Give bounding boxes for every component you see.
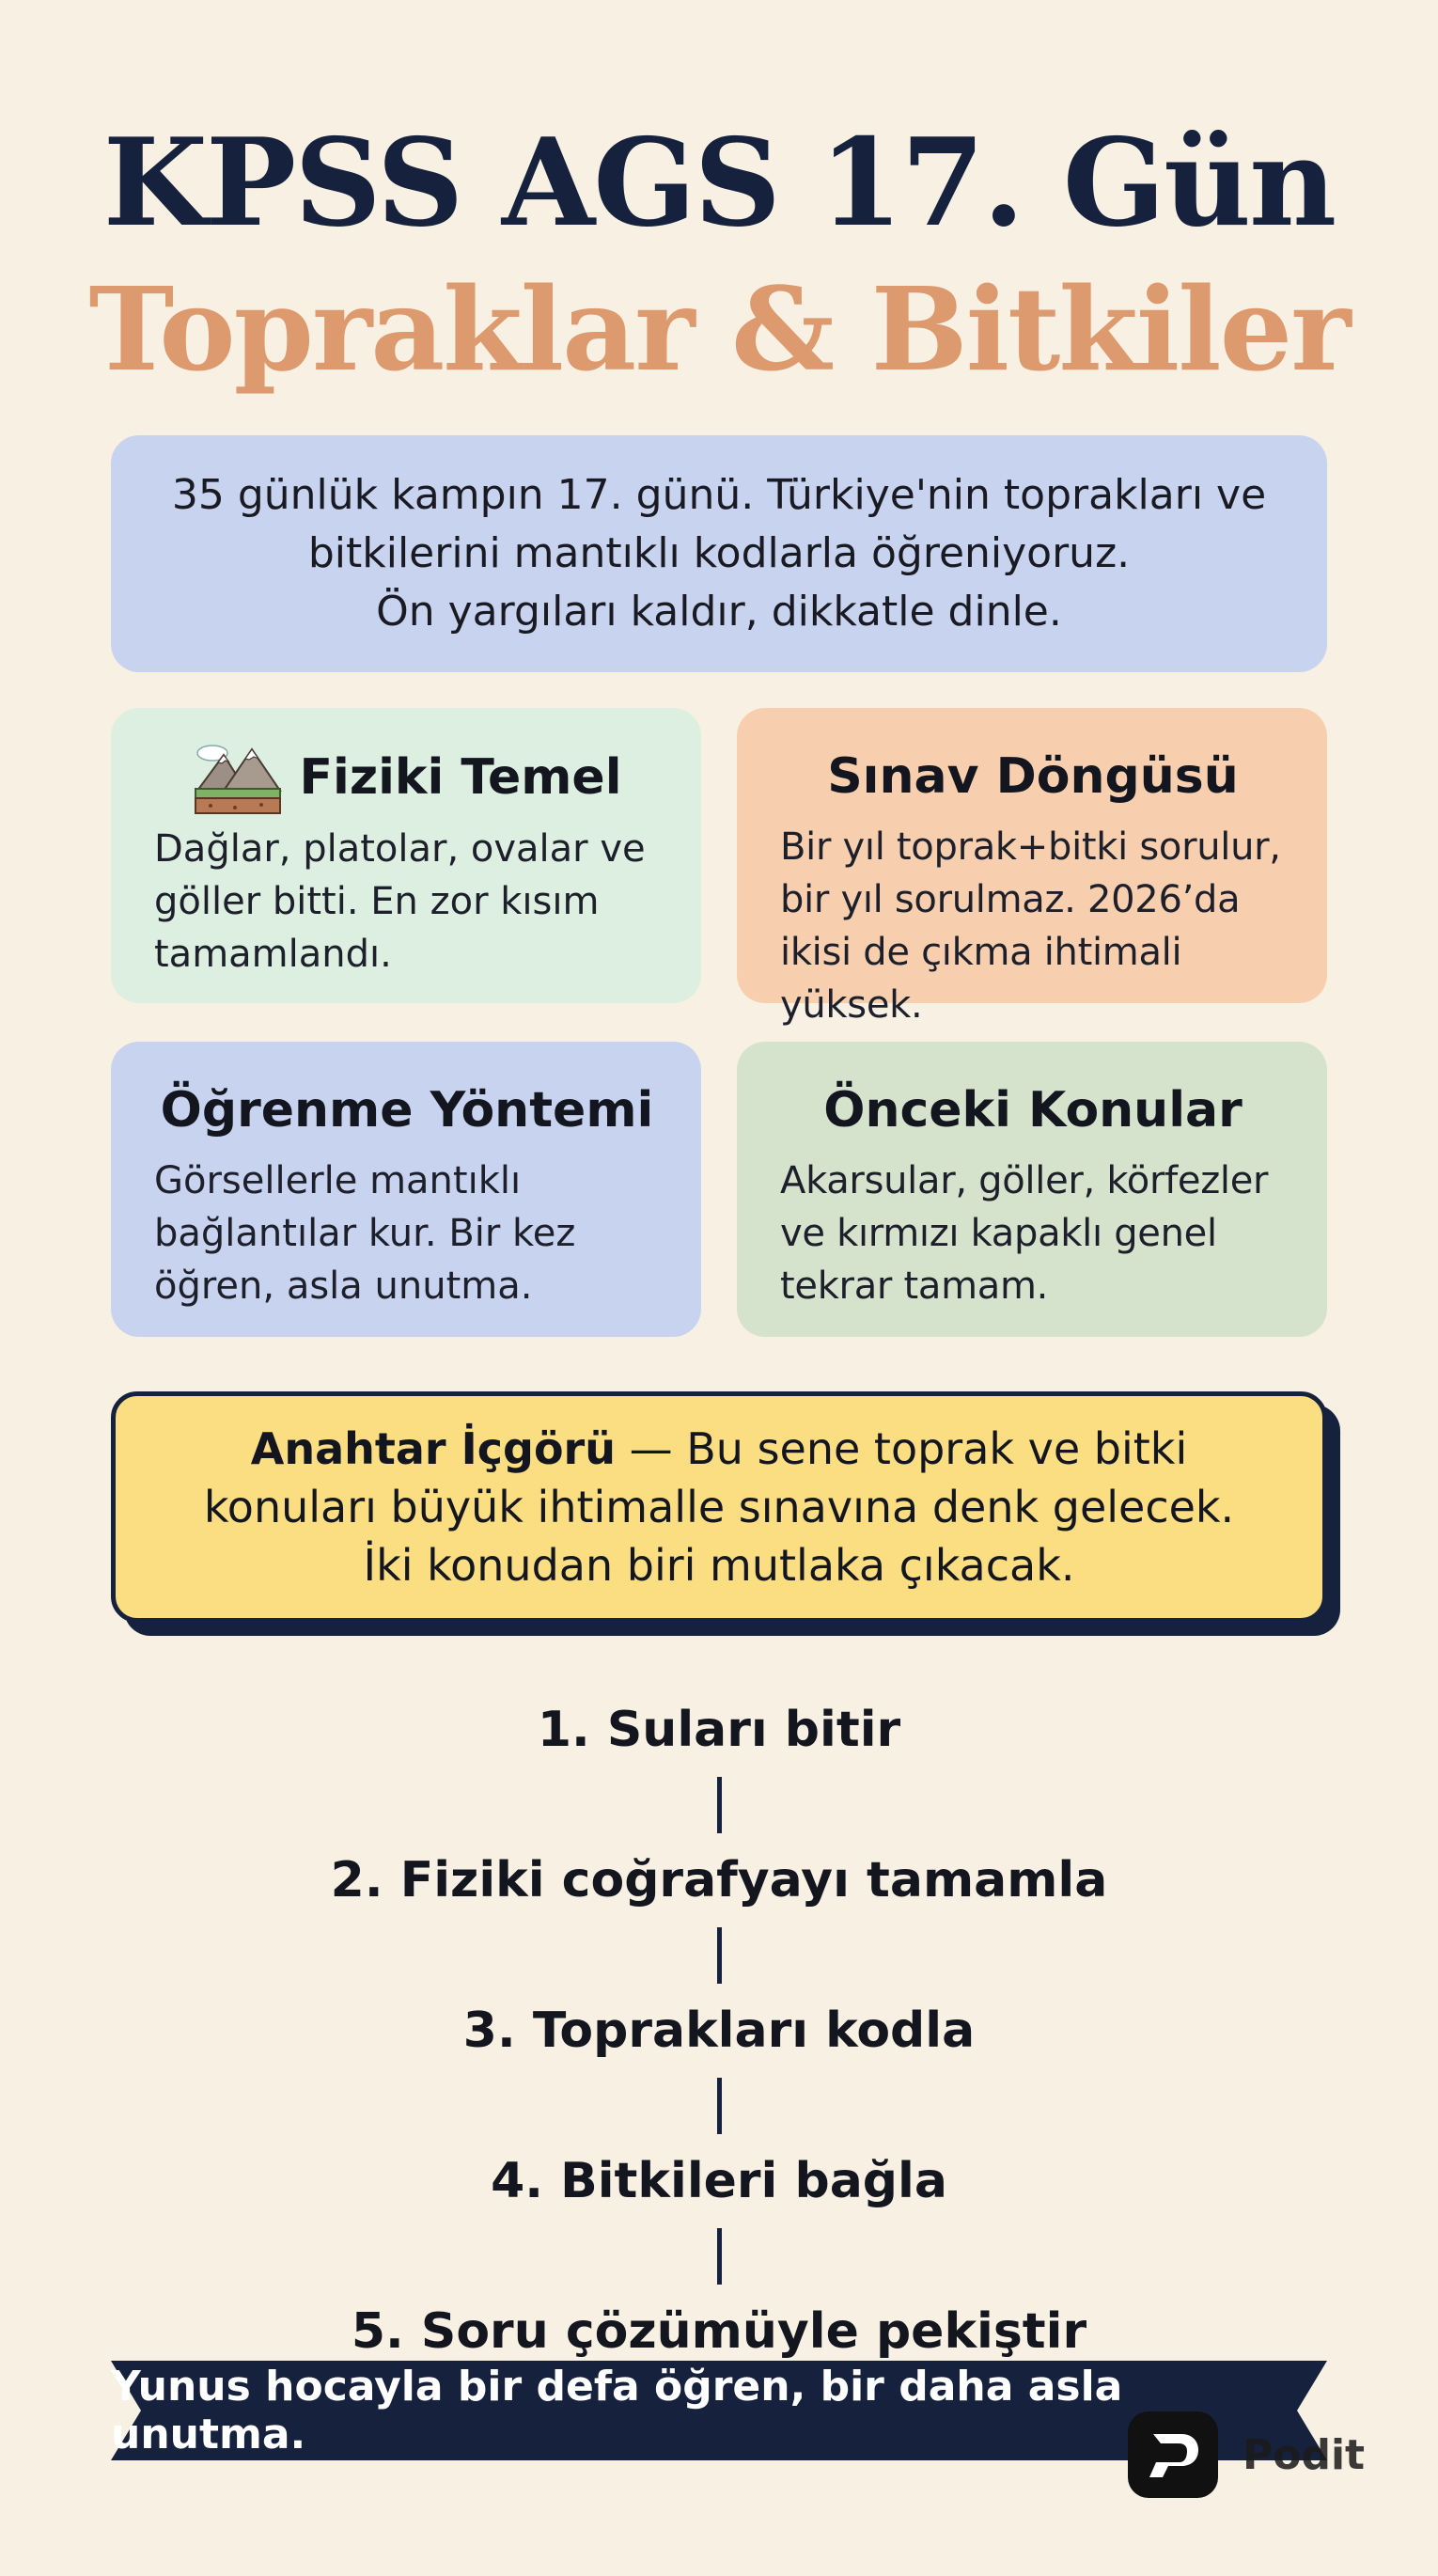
intro-box: 35 günlük kampın 17. günü. Türkiye'nin toprakları ve bitkilerini mantıklı kodlarla öğreniyoruz. Ön yargıları kaldır, dikkatle dinle.	[111, 435, 1327, 672]
card-physical-title-row	[154, 738, 660, 817]
step-connector	[717, 1777, 722, 1833]
step-connector	[717, 1927, 722, 1984]
card-previous-title: Önceki Konular	[823, 1082, 1243, 1139]
mountain-landscape-icon	[192, 738, 284, 817]
insight-box	[111, 1391, 1327, 1623]
step-item: 2. Fiziki coğrafyayı tamamla	[330, 1852, 1108, 1908]
steps-list	[0, 1692, 1438, 2369]
card-exam-text: Bir yıl toprak+bitki sorulur, bir yıl sorulmaz. 2026’da ikisi de çıkma ihtimali yüksek.	[780, 825, 1281, 1027]
step-item: 4. Bitkileri bağla	[491, 2153, 947, 2209]
page-title: KPSS AGS 17. Gün	[102, 113, 1336, 254]
card-exam-cycle	[737, 708, 1327, 1027]
card-previous-text: Akarsular, göller, körfezler ve kırmızı kapaklı genel tekrar tamam.	[780, 1159, 1269, 1308]
brand-watermark	[1128, 2410, 1372, 2500]
card-method-title: Öğrenme Yöntemi	[160, 1082, 654, 1139]
p-letter-icon	[1144, 2428, 1202, 2481]
ribbon-text: Yunus hocayla bir defa öğren, bir daha asla unutma.	[111, 2363, 1123, 2458]
page-subtitle: Topraklar & Bitkiler	[88, 261, 1350, 397]
card-previous-topics	[737, 1042, 1327, 1337]
step-connector	[717, 2228, 722, 2285]
brand-name: Podit	[1243, 2430, 1366, 2479]
brand-logo-icon	[1128, 2411, 1218, 2498]
card-exam-title: Sınav Döngüsü	[827, 748, 1239, 805]
card-learning-method	[111, 1042, 701, 1337]
title-block	[0, 113, 1438, 404]
card-physical-text: Dağlar, platolar, ovalar ve göller bitti. En zor kısım tamamlandı.	[154, 827, 646, 976]
step-connector	[717, 2078, 722, 2134]
step-item: 1. Suları bitir	[537, 1702, 901, 1758]
insight-content	[116, 1420, 1322, 1594]
step-item: 3. Toprakları kodla	[462, 2003, 976, 2059]
insight-text: — Bu sene toprak ve bitki konuları büyük ihtimalle sınavına denk gelecek. İki konudan biri mutlaka çıkacak.	[203, 1423, 1235, 1591]
card-physical-title: Fiziki Temel	[299, 749, 622, 806]
insight-label: Anahtar İçgörü	[250, 1423, 616, 1474]
card-physical-basics	[111, 708, 701, 1003]
step-item: 5. Soru çözümüyle pekiştir	[351, 2303, 1087, 2360]
card-method-text: Görsellerle mantıklı bağlantılar kur. Bir kez öğren, asla unutma.	[154, 1159, 576, 1308]
